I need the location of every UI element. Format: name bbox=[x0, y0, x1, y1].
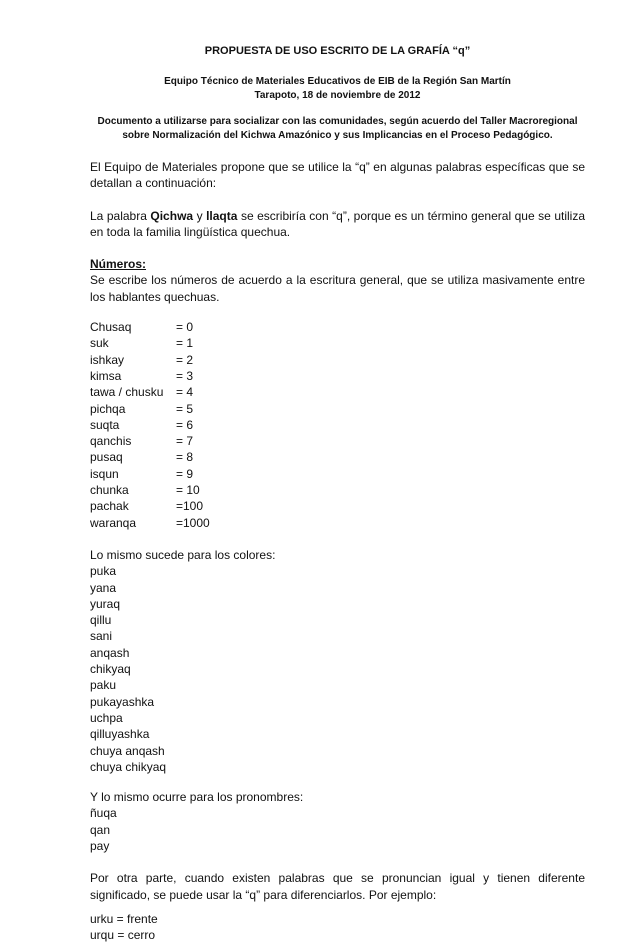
color-word: yuraq bbox=[90, 596, 121, 611]
number-word: kimsa bbox=[90, 368, 122, 383]
llaqta-word: llaqta bbox=[206, 208, 238, 223]
color-word: qillu bbox=[90, 613, 112, 628]
number-row bbox=[90, 368, 585, 384]
number-row bbox=[90, 498, 585, 514]
color-word: sani bbox=[90, 629, 113, 644]
color-word: chikyaq bbox=[90, 662, 131, 677]
color-word: puka bbox=[90, 564, 117, 579]
number-word: isqun bbox=[90, 466, 119, 481]
pronouns-list bbox=[90, 805, 585, 854]
pronoun-word: pay bbox=[90, 838, 110, 853]
number-value: = 2 bbox=[176, 352, 194, 367]
number-value: = 0 bbox=[176, 320, 194, 335]
example-item: urqu = cerro bbox=[90, 928, 156, 943]
number-row bbox=[90, 417, 585, 433]
color-word: yana bbox=[90, 580, 117, 595]
number-row bbox=[90, 384, 585, 400]
number-value: =100 bbox=[176, 499, 204, 514]
number-word: suqta bbox=[90, 417, 120, 432]
number-word: ishkay bbox=[90, 352, 125, 367]
number-word: pichqa bbox=[90, 401, 126, 416]
color-word: uchpa bbox=[90, 710, 123, 725]
number-value: = 1 bbox=[176, 336, 194, 351]
color-word: paku bbox=[90, 678, 117, 693]
color-word: pukayashka bbox=[90, 694, 155, 709]
document-page bbox=[90, 44, 585, 943]
number-word: waranqa bbox=[90, 515, 137, 530]
number-value: = 6 bbox=[176, 417, 194, 432]
number-word: chunka bbox=[90, 483, 129, 498]
numbers-text: Se escribe los números de acuerdo a la escritura general, que se utiliza masivamente entre los hablantes quechuas. bbox=[90, 273, 585, 304]
number-value: = 10 bbox=[176, 483, 200, 498]
color-word: chuya anqash bbox=[90, 743, 165, 758]
number-row bbox=[90, 319, 585, 335]
number-word: Chusaq bbox=[90, 320, 132, 335]
number-row bbox=[90, 433, 585, 449]
number-row bbox=[90, 335, 585, 351]
colors-list bbox=[90, 563, 585, 775]
document-header bbox=[90, 75, 585, 103]
number-word: qanchis bbox=[90, 434, 132, 449]
team-line: Equipo Técnico de Materiales Educativos de EIB de la Región San Martín bbox=[164, 76, 511, 87]
number-word: tawa / chusku bbox=[90, 385, 164, 400]
color-word: anqash bbox=[90, 645, 130, 660]
number-word: suk bbox=[90, 336, 109, 351]
homophones-paragraph: Por otra parte, cuando existen palabras que se pronuncian igual y tienen diferente significado, se puede usar la “q” para diferenciarlos. Por ejemplo: bbox=[90, 871, 585, 902]
number-value: = 9 bbox=[176, 466, 194, 481]
number-value: = 7 bbox=[176, 434, 194, 449]
pronouns-intro: Y lo mismo ocurre para los pronombres: bbox=[90, 790, 304, 805]
number-row bbox=[90, 515, 585, 531]
color-word: qilluyashka bbox=[90, 727, 150, 742]
qichwa-pre: La palabra bbox=[90, 208, 151, 223]
number-row bbox=[90, 401, 585, 417]
number-row bbox=[90, 449, 585, 465]
document-title: PROPUESTA DE USO ESCRITO DE LA GRAFÍA “q” bbox=[204, 45, 471, 57]
numbers-heading: Números: bbox=[90, 257, 147, 272]
number-value: = 8 bbox=[176, 450, 194, 465]
number-value: = 4 bbox=[176, 385, 194, 400]
place-date: Tarapoto, 18 de noviembre de 2012 bbox=[254, 90, 421, 101]
intro-paragraph: El Equipo de Materiales propone que se utilice la “q” en algunas palabras específicas que se detallan a continuación: bbox=[90, 160, 585, 191]
examples-list bbox=[90, 911, 585, 943]
number-value: =1000 bbox=[176, 515, 210, 530]
number-row bbox=[90, 352, 585, 368]
pronoun-word: qan bbox=[90, 822, 111, 837]
qichwa-word: Qichwa bbox=[150, 208, 194, 223]
color-word: chuya chikyaq bbox=[90, 759, 167, 774]
number-word: pusaq bbox=[90, 450, 123, 465]
number-value: = 5 bbox=[176, 401, 194, 416]
number-row bbox=[90, 466, 585, 482]
qichwa-post: se escribiría con “q”, porque es un término general que se utiliza en toda la familia lingüística quechua. bbox=[90, 208, 586, 239]
number-word: pachak bbox=[90, 499, 129, 514]
qichwa-mid: y bbox=[193, 208, 207, 223]
purpose-statement: Documento a utilizarse para socializar con las comunidades, según acuerdo del Taller Macroregional sobre Normalización del Kichwa Amazónico y sus Implicancias en el Proceso Pedagógico. bbox=[97, 116, 578, 141]
qichwa-paragraph bbox=[90, 208, 585, 241]
numbers-section bbox=[90, 256, 585, 305]
number-value: = 3 bbox=[176, 368, 194, 383]
example-item: urku = frente bbox=[90, 911, 158, 926]
pronoun-word: ñuqa bbox=[90, 806, 117, 821]
number-row bbox=[90, 482, 585, 498]
colors-intro: Lo mismo sucede para los colores: bbox=[90, 547, 276, 562]
numbers-list bbox=[90, 319, 585, 531]
